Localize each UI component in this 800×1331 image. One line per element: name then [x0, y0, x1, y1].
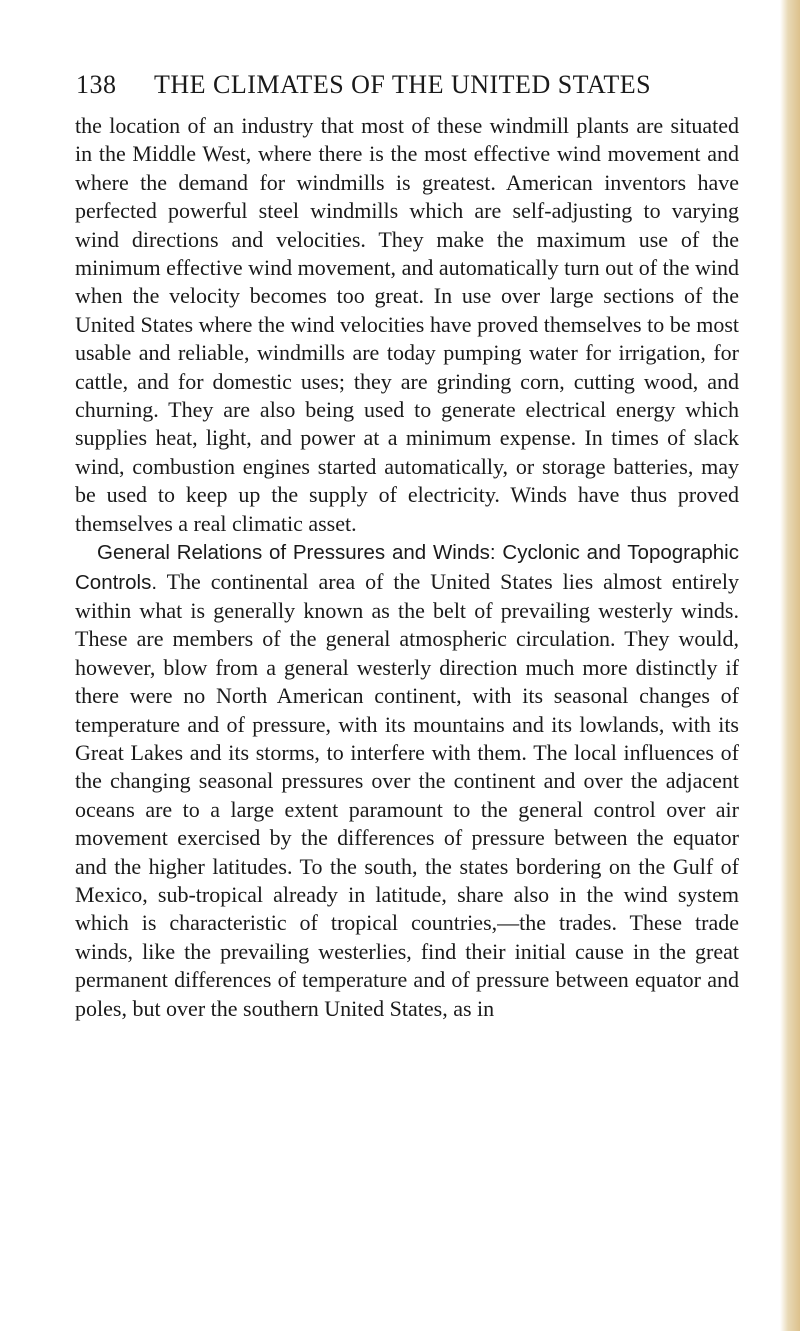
paragraph-pressures-winds-text: The continental area of the United States lies almost entirely within what is generally known as the belt of prevailing westerly winds. These are members of the general atmospheric circulation. They would, however, blow from a general westerly direction much more distinctly if there were no North American continent, with its seasonal changes of temperature and of pressure, with its mountains and its lowlands, with its Great Lakes and its storms, to interfere with them. The local influences of the changing seasonal pressures over the continent and over the adjacent oceans are to a large extent paramount to the general control over air movement exercised by the differences of pressure between the equator and the higher latitudes. To the south, the states bordering on the Gulf of Mexico, sub-tropical already in latitude, share also in the wind system which is characteristic of tropical countries,—the trades. These trade winds, like the prevailing westerlies, find their initial cause in the great permanent differences of temperature and of pressure between equator and poles, but over the southern United States, as in [75, 568, 739, 1021]
page-number: 138 [76, 70, 117, 99]
section-sidehead: General Relations of Pressures and Winds: Cyclonic and Topographic Controls. [75, 541, 739, 594]
paragraph-pressures-winds [75, 538, 739, 1023]
paragraph-windmills: the location of an industry that most of these windmill plants are situated in the Middle West, where there is the most effective wind movement and where the demand for windmills is greatest. American inventors have perfected powerful steel windmills which are self-adjusting to varying wind directions and velocities. They make the maximum use of the minimum effective wind movement, and automatically turn out of the wind when the velocity becomes too great. In use over large sections of the United States where the wind velocities have proved themselves to be most usable and reliable, windmills are today pumping water for irrigation, for cattle, and for domestic uses; they are grinding corn, cutting wood, and churning. They are also being used to generate electrical energy which supplies heat, light, and power at a minimum expense. In times of slack wind, combustion engines started automatically, or storage batteries, may be used to keep up the supply of electricity. Winds have thus proved themselves a real climatic asset. [75, 113, 739, 536]
running-head [76, 70, 696, 100]
running-head-title: THE CLIMATES OF THE UNITED STATES [154, 70, 652, 99]
body-text [75, 112, 739, 1023]
page-edge-shadow [780, 0, 800, 1331]
